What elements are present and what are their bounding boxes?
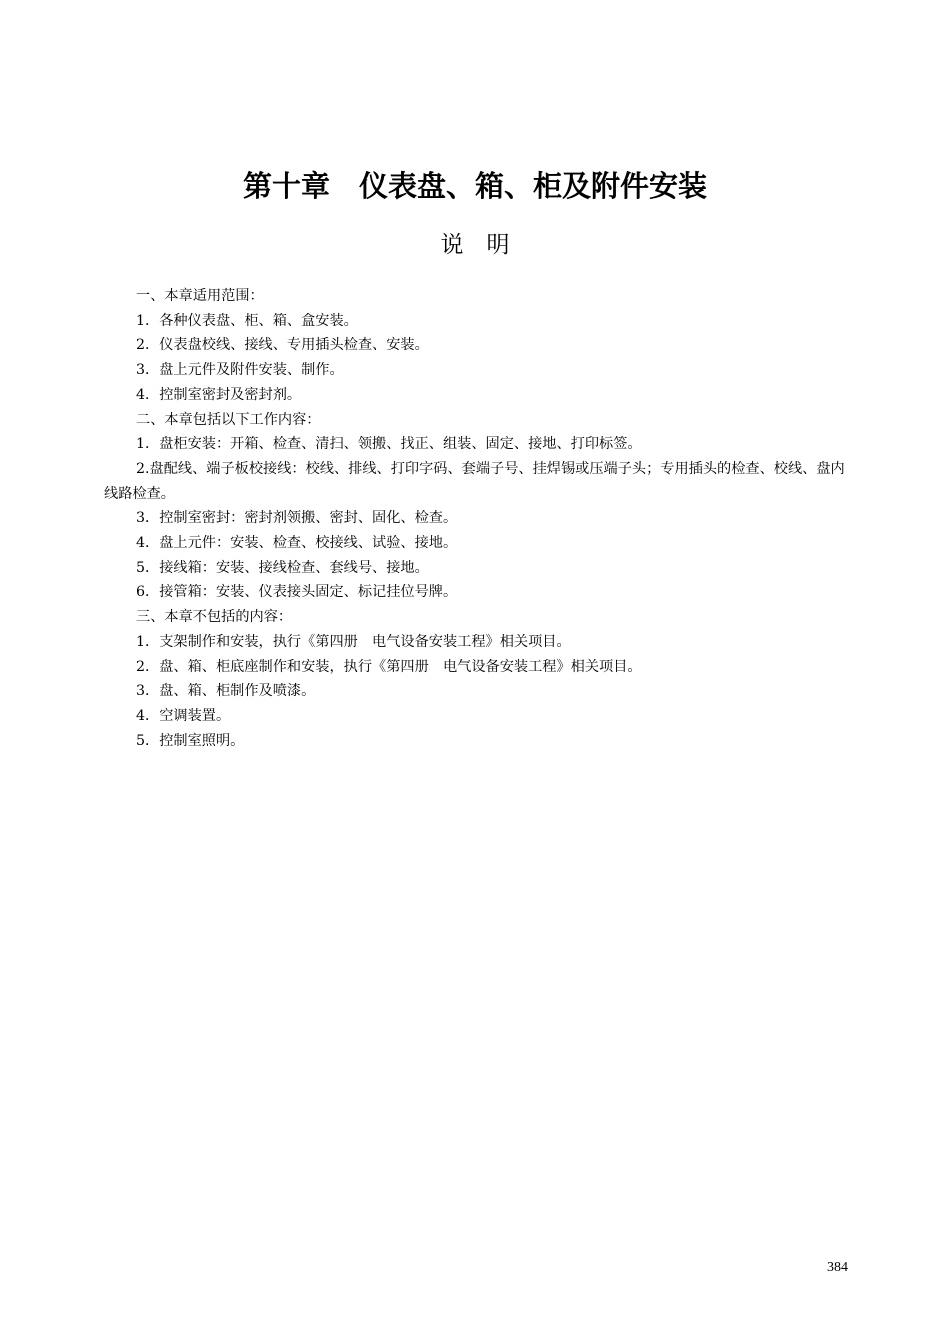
exclusion-item: 5．控制室照明。 bbox=[136, 732, 245, 749]
work-content-heading: 二、本章包括以下工作内容： bbox=[136, 411, 321, 428]
work-content-item: 4．盘上元件：安装、检查、校接线、试验、接地。 bbox=[136, 535, 458, 552]
scope-item: 2．仪表盘校线、接线、专用插头检查、安装。 bbox=[136, 337, 429, 354]
scope-item: 4．控制室密封及密封剂。 bbox=[136, 386, 302, 403]
work-content-item: 2.盘配线、端子板校接线：校线、排线、打印字码、套端子号、挂焊锡或压端子头；专用插头的检查、校线、盘内线路检查。 bbox=[104, 460, 845, 502]
exclusions-heading: 三、本章不包括的内容： bbox=[136, 609, 293, 626]
body-text bbox=[104, 284, 850, 753]
exclusion-item: 2．盘、箱、柜底座制作和安装，执行《第四册 电气设备安装工程》相关项目。 bbox=[136, 658, 642, 675]
scope-heading: 一、本章适用范围： bbox=[136, 288, 264, 304]
exclusion-item: 1．支架制作和安装，执行《第四册 电气设备安装工程》相关项目。 bbox=[136, 633, 571, 650]
exclusion-item: 4．空调装置。 bbox=[136, 707, 231, 724]
scope-item: 3．盘上元件及附件安装、制作。 bbox=[136, 362, 344, 379]
work-content-item: 3．控制室密封：密封剂领搬、密封、固化、检查。 bbox=[136, 510, 458, 527]
work-content-item: 5．接线箱：安装、接线检查、套线号、接地。 bbox=[136, 559, 429, 576]
chapter-title: 第十章 仪表盘、箱、柜及附件安装 bbox=[242, 169, 707, 203]
section-heading: 说 明 bbox=[440, 232, 510, 258]
page-number: 384 bbox=[827, 1260, 848, 1275]
scope-item: 1．各种仪表盘、柜、箱、盒安装。 bbox=[136, 312, 358, 329]
work-content-item: 1．盘柜安装：开箱、检查、清扫、领搬、找正、组装、固定、接地、打印标签。 bbox=[136, 436, 642, 453]
work-content-item: 6．接管箱：安装、仪表接头固定、标记挂位号牌。 bbox=[136, 584, 458, 601]
exclusion-item: 3．盘、箱、柜制作及喷漆。 bbox=[136, 683, 316, 700]
